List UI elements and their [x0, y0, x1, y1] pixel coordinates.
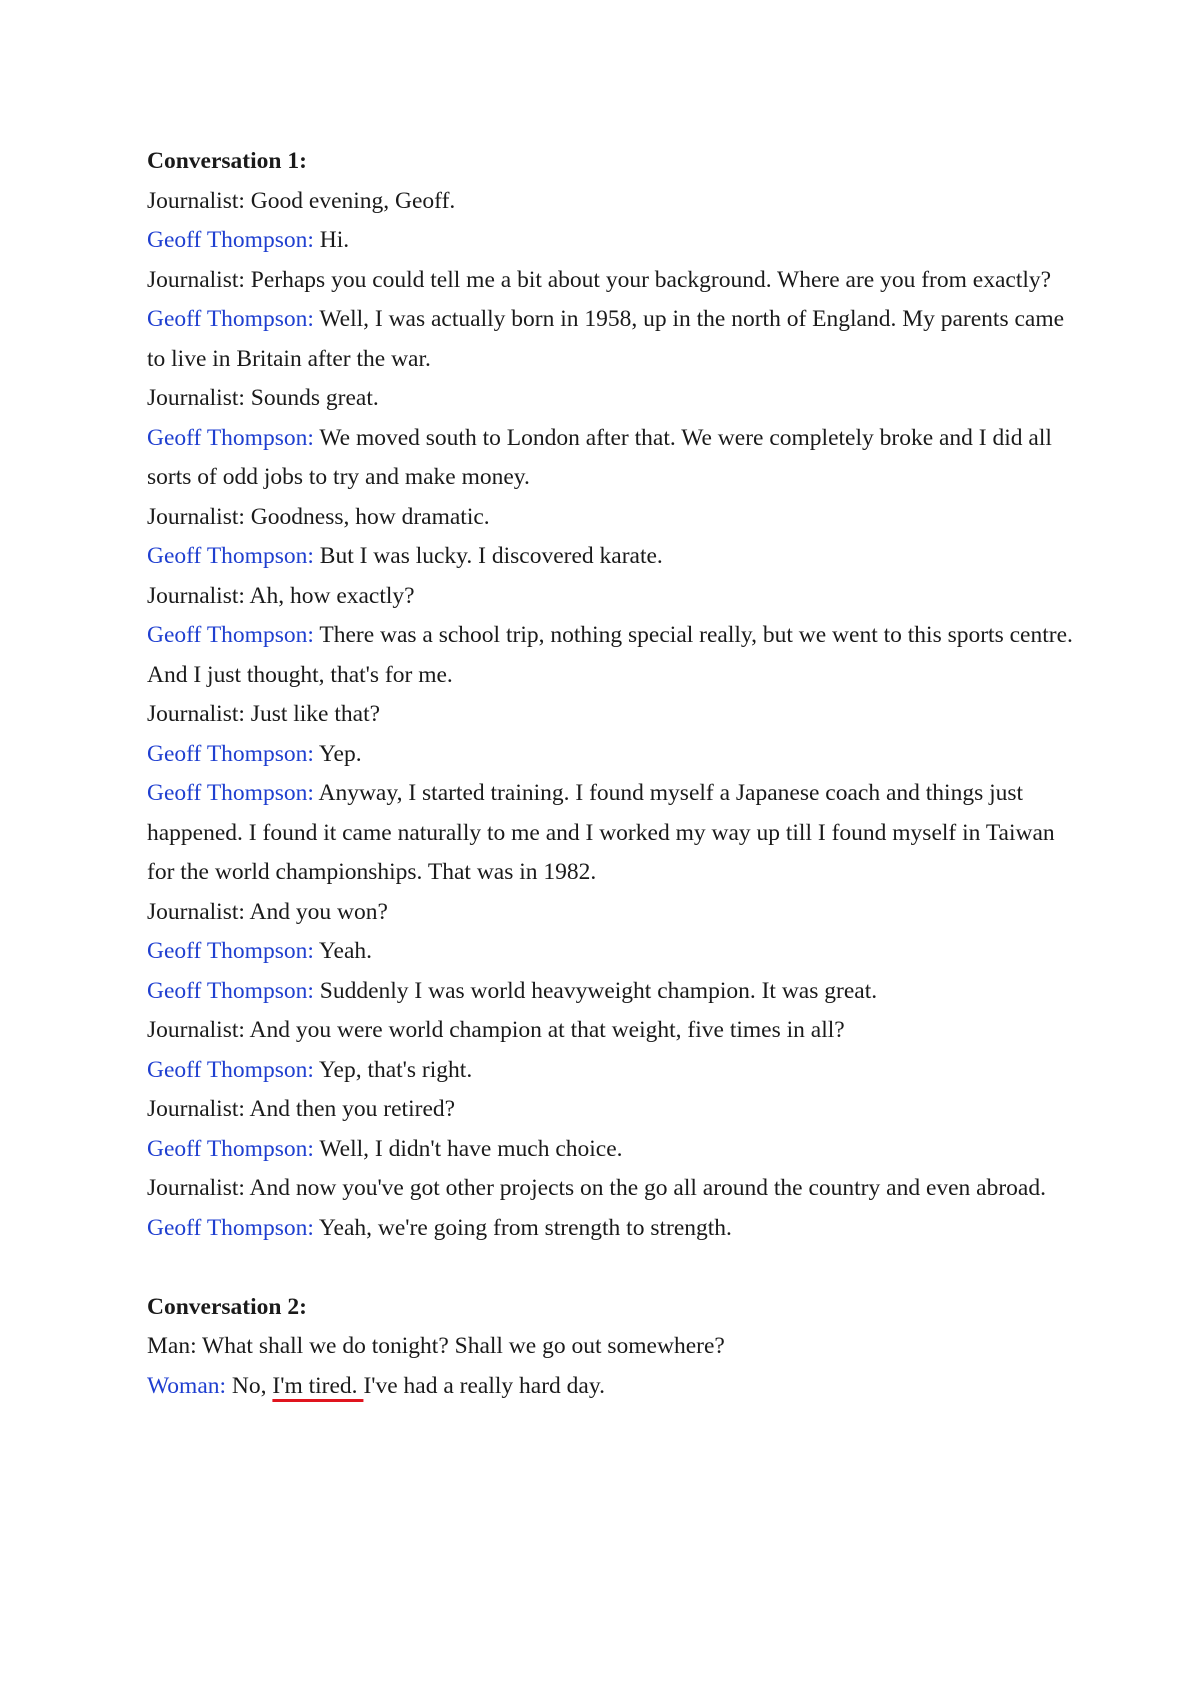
speaker-geoff: Geoff Thompson: — [147, 977, 314, 1004]
dialogue-text: And you won? — [244, 898, 388, 925]
dialogue-line-journalist — [147, 1090, 1077, 1130]
dialogue-line-man — [147, 1327, 1077, 1367]
speaker-journalist: Journalist: — [147, 385, 245, 411]
underlined-phrase: I'm tired. — [272, 1372, 364, 1399]
dialogue-line-journalist — [147, 695, 1077, 735]
speaker-geoff: Geoff Thompson: — [147, 938, 314, 964]
speaker-journalist: Journalist: — [147, 1096, 245, 1122]
dialogue-line-geoff — [147, 932, 1077, 972]
speaker-geoff: Geoff Thompson: — [147, 543, 314, 569]
speaker-geoff: Geoff Thompson: — [147, 740, 314, 767]
speaker-journalist: Journalist: — [147, 1017, 245, 1043]
dialogue-line-journalist — [147, 261, 1077, 301]
speaker-journalist: Journalist: — [147, 582, 245, 609]
dialogue-line-journalist — [147, 182, 1077, 222]
dialogue-text: Yep. — [313, 740, 362, 767]
speaker-geoff: Geoff Thompson: — [147, 1135, 314, 1162]
dialogue-text: Goodness, how dramatic. — [244, 503, 490, 530]
speaker-journalist: Journalist: — [147, 701, 245, 727]
dialogue-text-after: I've had a really hard day. — [363, 1372, 605, 1399]
speaker-geoff: Geoff Thompson: — [147, 424, 314, 451]
dialogue-text: Perhaps you could tell me a bit about your background. Where are you from exactly? — [244, 266, 1052, 293]
speaker-geoff: Geoff Thompson: — [147, 1056, 314, 1083]
dialogue-text: But I was lucky. I discovered karate. — [313, 543, 663, 569]
dialogue-line-geoff — [147, 1209, 1077, 1249]
dialogue-text: There was a school trip, nothing special really, but we went to this sports centre. And I just thought, that's for me. — [147, 622, 1073, 688]
speaker-geoff: Geoff Thompson: — [147, 1214, 314, 1241]
speaker-geoff: Geoff Thompson: — [147, 780, 314, 806]
dialogue-text: What shall we do tonight? Shall we go out somewhere? — [196, 1333, 725, 1359]
dialogue-line-geoff — [147, 537, 1077, 577]
dialogue-line-geoff — [147, 1051, 1077, 1091]
dialogue-line-journalist — [147, 1169, 1077, 1209]
speaker-geoff: Geoff Thompson: — [147, 622, 314, 648]
dialogue-line-journalist — [147, 379, 1077, 419]
dialogue-text: Just like that? — [244, 701, 381, 727]
dialogue-line-journalist — [147, 893, 1077, 933]
dialogue-line-geoff — [147, 774, 1077, 893]
dialogue-line-journalist — [147, 498, 1077, 538]
dialogue-line-journalist — [147, 577, 1077, 617]
dialogue-text: Yeah, we're going from strength to strength. — [313, 1214, 732, 1241]
speaker-man: Man: — [147, 1333, 197, 1359]
dialogue-line-geoff — [147, 735, 1077, 775]
document-page — [147, 142, 1077, 1406]
speaker-woman: Woman: — [147, 1372, 227, 1399]
dialogue-text: And you were world champion at that weight, five times in all? — [244, 1017, 845, 1043]
dialogue-text: Sounds great. — [244, 385, 379, 411]
dialogue-text: Yeah. — [313, 938, 372, 964]
conversation-2-heading: Conversation 2: — [147, 1293, 307, 1320]
dialogue-text: Anyway, I started training. I found myself a Japanese coach and things just happened. I found it came naturally to me and I worked my way up till I found myself in Taiwan for the world championships. That was in 1982. — [147, 780, 1055, 885]
dialogue-text: And now you've got other projects on the go all around the country and even abroad. — [244, 1175, 1046, 1201]
dialogue-line-geoff — [147, 419, 1077, 498]
dialogue-text: Ah, how exactly? — [244, 582, 415, 609]
dialogue-text: And then you retired? — [244, 1096, 456, 1122]
section-gap — [147, 1248, 1077, 1288]
dialogue-line-journalist — [147, 1011, 1077, 1051]
dialogue-line-geoff — [147, 616, 1077, 695]
dialogue-text: Suddenly I was world heavyweight champion. It was great. — [313, 977, 878, 1004]
dialogue-text: Yep, that's right. — [313, 1056, 473, 1083]
dialogue-text: Well, I was actually born in 1958, up in the north of England. My parents came to live in Britain after the war. — [147, 306, 1065, 372]
speaker-journalist: Journalist: — [147, 187, 245, 214]
conversation-1-transcript — [147, 182, 1077, 1249]
speaker-journalist: Journalist: — [147, 503, 245, 530]
dialogue-text: Well, I didn't have much choice. — [313, 1135, 623, 1162]
dialogue-text: Hi. — [313, 227, 350, 253]
conversation-1-heading: Conversation 1: — [147, 148, 307, 174]
dialogue-line-geoff — [147, 972, 1077, 1012]
speaker-journalist: Journalist: — [147, 898, 245, 925]
dialogue-line-geoff — [147, 221, 1077, 261]
speaker-geoff: Geoff Thompson: — [147, 306, 314, 332]
dialogue-text: We moved south to London after that. We were completely broke and I did all sorts of odd jobs to try and make money. — [147, 424, 1052, 490]
dialogue-line-geoff — [147, 1130, 1077, 1170]
speaker-geoff: Geoff Thompson: — [147, 227, 314, 253]
speaker-journalist: Journalist: — [147, 266, 245, 293]
dialogue-line-woman — [147, 1367, 1077, 1407]
dialogue-line-geoff — [147, 300, 1077, 379]
speaker-journalist: Journalist: — [147, 1175, 245, 1201]
dialogue-text-before: No, — [226, 1372, 273, 1399]
dialogue-text: Good evening, Geoff. — [244, 187, 456, 214]
